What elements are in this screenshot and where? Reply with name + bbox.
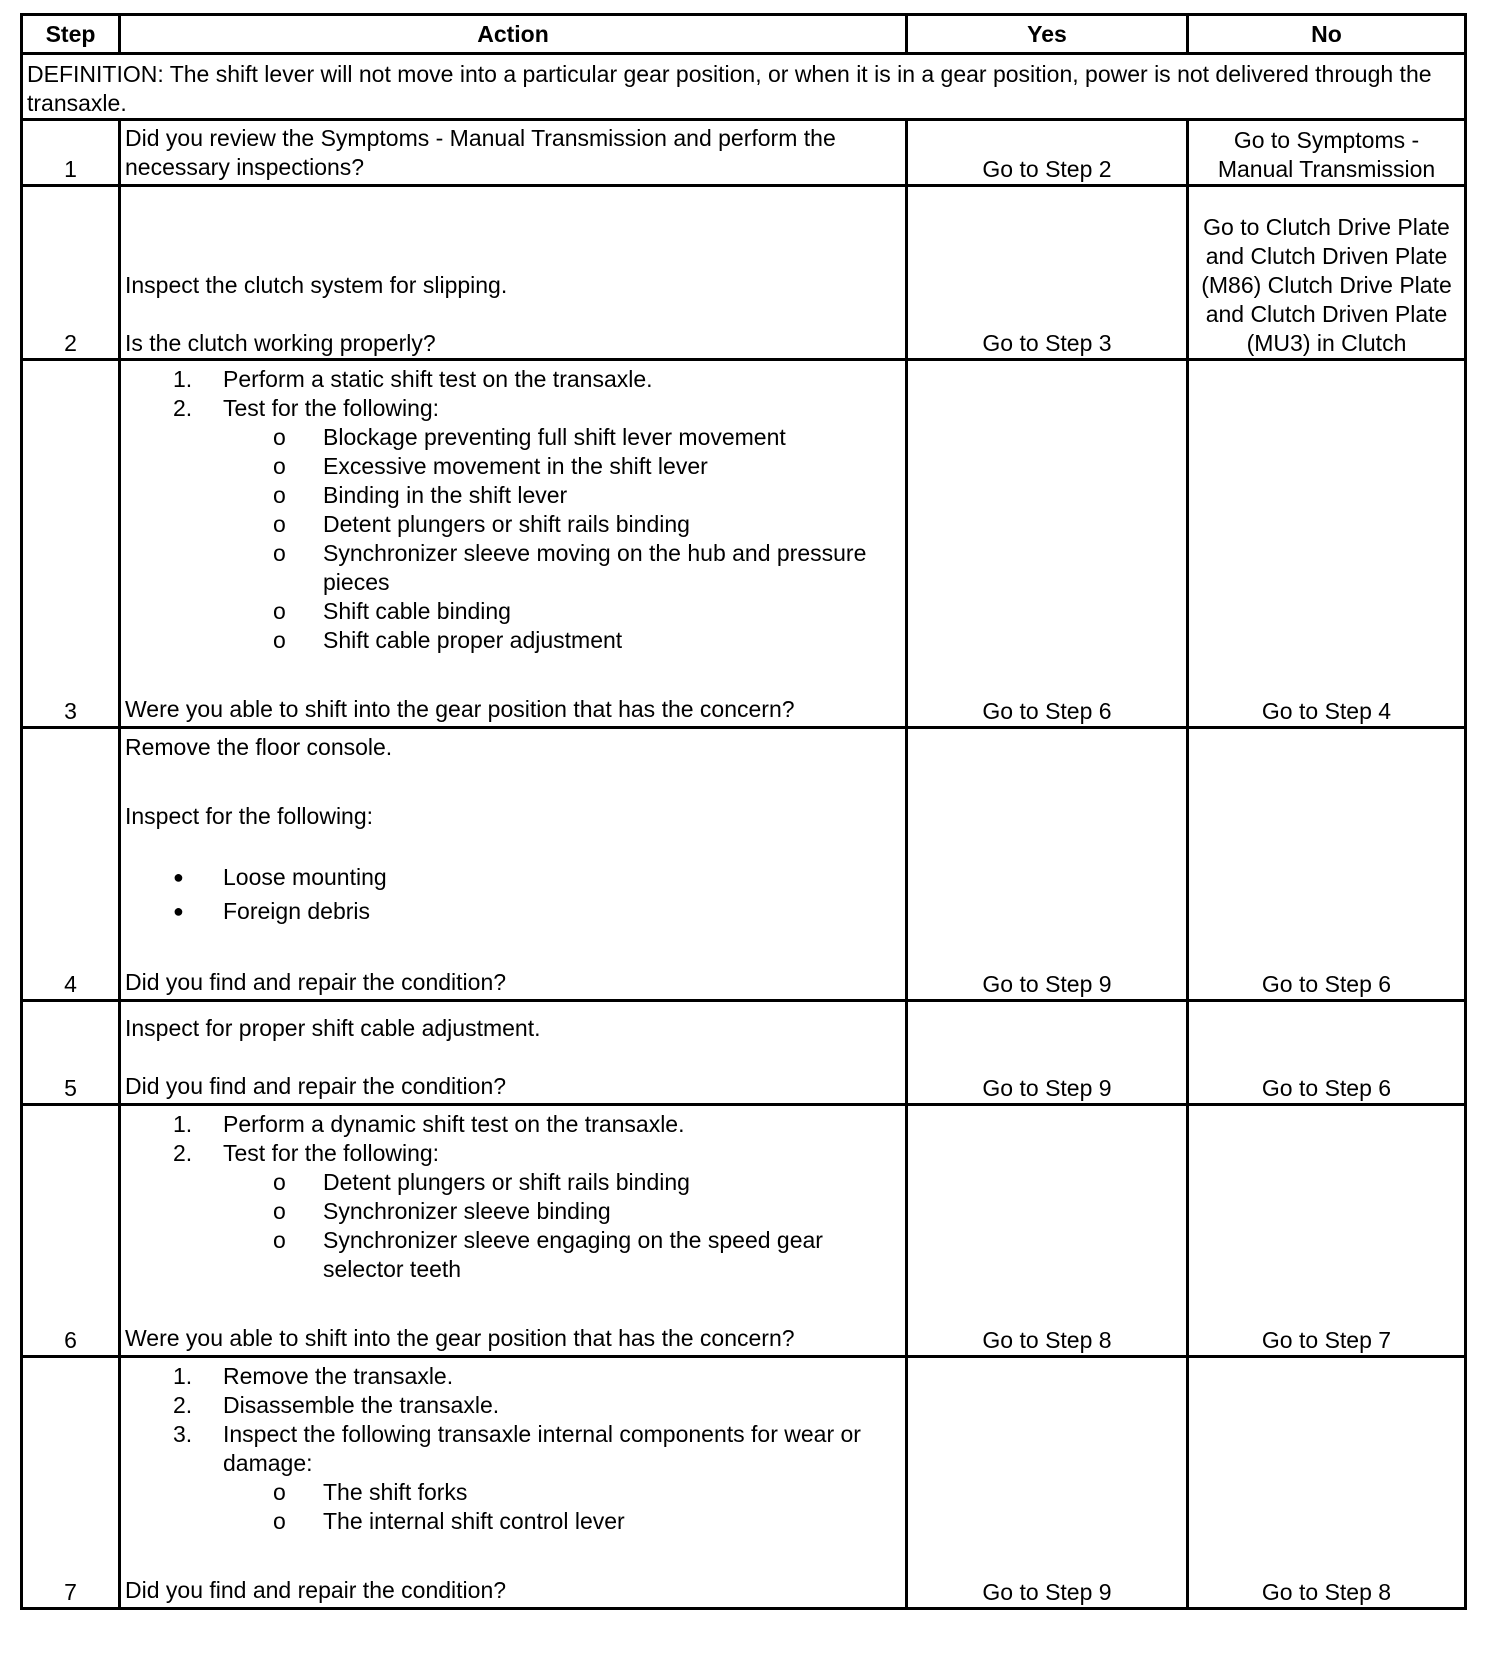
action-question: Did you review the Symptoms - Manual Transmission and perform the necessary inspections? [125, 125, 836, 180]
step-number: 6 [22, 1105, 120, 1357]
no-cell: Go to Step 8 [1188, 1357, 1466, 1609]
action-question: Did you find and repair the condition? [125, 1073, 507, 1099]
action-cell [120, 728, 907, 1001]
yes-cell: Go to Step 9 [907, 1357, 1188, 1609]
step-number: 3 [22, 360, 120, 728]
header-action: Action [120, 15, 907, 54]
sub-item: o Detent plungers or shift rails binding [273, 511, 690, 537]
action-cell [120, 360, 907, 728]
sub-item: o Shift cable proper adjustment [273, 627, 623, 653]
action-question: Were you able to shift into the gear position that has the concern? [125, 1325, 795, 1351]
action-intro: Inspect the clutch system for slipping. [125, 272, 508, 298]
yes-cell: Go to Step 3 [907, 186, 1188, 360]
sub-item: o Excessive movement in the shift lever [273, 453, 708, 479]
step-number: 4 [22, 728, 120, 1001]
no-cell: Go to Clutch Drive Plate and Clutch Driven Plate (M86) Clutch Drive Plate and Clutch Driven Plate (MU3) in Clutch [1188, 186, 1466, 360]
action-cell [120, 1105, 907, 1357]
bullet-item: ● Foreign debris [173, 897, 371, 924]
table-row [22, 1001, 1466, 1105]
sub-item: o Synchronizer sleeve engaging on the speed gear selector teeth [273, 1227, 823, 1282]
table-row [22, 1105, 1466, 1357]
step-number: 5 [22, 1001, 120, 1105]
no-cell: Go to Step 6 [1188, 1001, 1466, 1105]
sub-item: o Detent plungers or shift rails binding [273, 1169, 690, 1195]
numbered-item: 1. Perform a dynamic shift test on the transaxle. [173, 1111, 685, 1137]
no-cell: Go to Step 4 [1188, 360, 1466, 728]
header-step: Step [22, 15, 120, 54]
table-row [22, 1357, 1466, 1609]
yes-cell: Go to Step 9 [907, 728, 1188, 1001]
table-row [22, 120, 1466, 186]
sub-item: o Shift cable binding [273, 598, 511, 624]
table-row [22, 728, 1466, 1001]
yes-cell: Go to Step 9 [907, 1001, 1188, 1105]
definition-row [22, 54, 1466, 120]
sub-item: o The internal shift control lever [273, 1508, 625, 1534]
header-yes: Yes [907, 15, 1188, 54]
action-question: Did you find and repair the condition? [125, 1577, 507, 1603]
step-number: 1 [22, 120, 120, 186]
diagnostic-table [20, 13, 1467, 1610]
action-cell [120, 120, 907, 186]
action-intro: Inspect for proper shift cable adjustment. [125, 1015, 541, 1041]
sub-item: o Synchronizer sleeve moving on the hub and pressure pieces [273, 540, 867, 595]
action-intro-2: Inspect for the following: [125, 803, 374, 829]
no-cell: Go to Step 6 [1188, 728, 1466, 1001]
action-question: Is the clutch working properly? [125, 330, 436, 356]
sub-item: o The shift forks [273, 1479, 468, 1505]
step-number: 2 [22, 186, 120, 360]
step-number: 7 [22, 1357, 120, 1609]
numbered-item: 1. Remove the transaxle. [173, 1363, 454, 1389]
header-no: No [1188, 15, 1466, 54]
yes-cell: Go to Step 2 [907, 120, 1188, 186]
numbered-item: 2. Disassemble the transaxle. [173, 1392, 500, 1418]
yes-cell: Go to Step 6 [907, 360, 1188, 728]
action-cell [120, 1357, 907, 1609]
numbered-item: 2. Test for the following: [173, 1140, 440, 1166]
no-cell: Go to Step 7 [1188, 1105, 1466, 1357]
bullet-item: ● Loose mounting [173, 863, 387, 890]
sub-item: o Blockage preventing full shift lever movement [273, 424, 786, 450]
action-question: Did you find and repair the condition? [125, 969, 507, 995]
table-row [22, 360, 1466, 728]
yes-cell: Go to Step 8 [907, 1105, 1188, 1357]
definition-text: DEFINITION: The shift lever will not move into a particular gear position, or when it is in a gear position, power is not delivered through the transaxle. [22, 54, 1466, 120]
sub-item: o Binding in the shift lever [273, 482, 568, 508]
action-intro: Remove the floor console. [125, 734, 393, 760]
no-cell: Go to Symptoms - Manual Transmission [1188, 120, 1466, 186]
table-row [22, 186, 1466, 360]
action-question: Were you able to shift into the gear position that has the concern? [125, 696, 795, 722]
header-row [22, 15, 1466, 54]
numbered-item: 3. Inspect the following transaxle internal components for wear or damage: [173, 1421, 861, 1476]
action-cell [120, 1001, 907, 1105]
action-cell [120, 186, 907, 360]
numbered-item: 1. Perform a static shift test on the transaxle. [173, 366, 653, 392]
numbered-item: 2. Test for the following: [173, 395, 440, 421]
sub-item: o Synchronizer sleeve binding [273, 1198, 611, 1224]
